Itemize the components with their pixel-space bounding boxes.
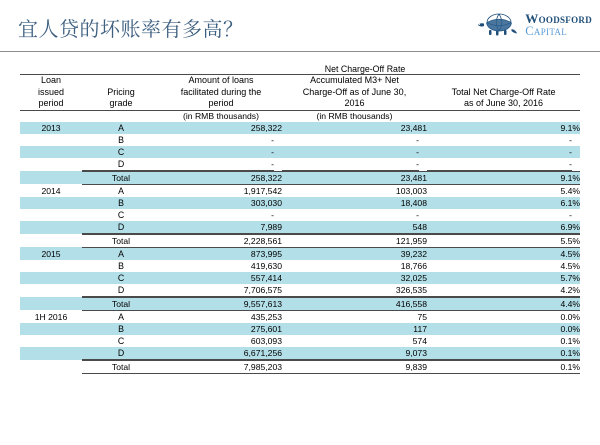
table-total-row	[20, 234, 580, 247]
cell-accumulated-m3: 9,073	[282, 347, 427, 361]
col-header-line: Total Net Charge-Off Rate	[451, 86, 556, 97]
cell-total-rate: 5.4%	[560, 185, 581, 196]
cell-pricing-grade: C	[117, 335, 125, 346]
brand-text	[525, 12, 592, 38]
cell-loan-issued-period	[20, 197, 82, 209]
cell-total-rate: 4.4%	[427, 297, 580, 310]
cell-loan-issued-period: 2015	[20, 247, 82, 260]
cell-amount-facilitated: 7,989	[160, 221, 282, 235]
cell-total-accumulated-m3: 121,959	[282, 234, 427, 247]
cell-loan-issued-period	[20, 221, 82, 235]
cell-amount-facilitated: 303,030	[160, 197, 282, 209]
cell-pricing-grade: D	[82, 221, 160, 235]
table-row	[20, 323, 580, 335]
cell-accumulated-m3: 326,535	[282, 284, 427, 298]
header-divider	[0, 51, 600, 52]
cell-accumulated-m3: 18,766	[400, 260, 427, 271]
cell-loan-issued-period	[20, 272, 82, 284]
cell-pricing-grade: A	[82, 122, 160, 134]
cell-total-rate: 4.5%	[427, 247, 580, 260]
unit-total-rate	[427, 110, 580, 122]
cell-total-rate: 4.2%	[427, 284, 580, 298]
cell-total-rate: 0.1%	[560, 335, 581, 346]
table-span-header-row	[20, 64, 580, 75]
cell-pricing-grade: A	[118, 185, 124, 196]
cell-total-rate: 9.1%	[427, 122, 580, 134]
cell-total-rate: -	[427, 158, 580, 172]
cell-total-rate: -	[427, 146, 580, 158]
cell-accumulated-m3: 117	[282, 323, 427, 335]
cell-accumulated-m3: 18,408	[282, 197, 427, 209]
brand-subname: Capital	[525, 24, 568, 39]
net-charge-off-table	[20, 64, 580, 374]
table-row	[20, 122, 580, 134]
cell-pricing-grade: A	[118, 311, 124, 322]
cell-loan-issued-period	[20, 158, 82, 172]
table-body	[20, 122, 580, 374]
cell-pricing-grade: D	[82, 284, 160, 298]
unit-empty-2	[82, 110, 160, 122]
cell-pricing-grade: D	[82, 158, 160, 172]
cell-loan-issued-period	[20, 284, 82, 298]
cell-pricing-grade: B	[82, 197, 160, 209]
cell-accumulated-m3: 75	[417, 311, 427, 322]
cell-amount-facilitated: 557,414	[160, 272, 282, 284]
cell-total-accumulated-m3: 416,558	[282, 297, 427, 310]
cell-total-accumulated-m3: 23,481	[282, 171, 427, 184]
table-row	[20, 209, 580, 221]
table-total-row	[20, 360, 580, 373]
cell-total-rate: 9.1%	[427, 171, 580, 184]
cell-accumulated-m3: -	[416, 134, 419, 145]
cell-amount-facilitated: -	[271, 134, 274, 145]
table-row	[20, 184, 580, 197]
col-header-line: facilitated during the	[180, 86, 262, 97]
cell-accumulated-m3: 23,481	[282, 122, 427, 134]
cell-total-rate: 4.5%	[560, 260, 581, 271]
table-unit-row	[20, 110, 580, 122]
page-title: 宜人贷的坏账率有多高？	[18, 19, 244, 41]
cell-loan-issued-period	[20, 347, 82, 361]
cell-pricing-grade: B	[118, 134, 124, 145]
cell-loan-issued-period: 1H 2016	[34, 311, 68, 322]
cell-accumulated-m3: 548	[282, 221, 427, 235]
cell-total-amount-facilitated: 258,322	[160, 171, 282, 184]
table-total-row	[20, 171, 580, 184]
table-row	[20, 247, 580, 260]
cell-amount-facilitated: 6,671,256	[160, 347, 282, 361]
cell-total-period-blank	[20, 360, 82, 373]
col-header-amount-facilitated	[160, 75, 282, 111]
col-header-line: 2016	[344, 98, 365, 108]
cell-total-accumulated-m3: 9,839	[282, 360, 427, 373]
cell-accumulated-m3: -	[416, 209, 419, 220]
col-header-line: Loan	[40, 75, 62, 85]
cell-loan-issued-period	[20, 134, 82, 146]
table-head	[20, 64, 580, 122]
cell-total-label: Total	[82, 297, 160, 310]
cell-amount-facilitated: 435,253	[250, 311, 282, 322]
cell-pricing-grade: A	[82, 247, 160, 260]
cell-total-label: Total	[82, 234, 160, 247]
col-header-total-rate	[427, 75, 580, 111]
table-row	[20, 260, 580, 272]
table-row	[20, 310, 580, 323]
cell-pricing-grade: C	[82, 272, 160, 284]
col-header-line: Accumulated M3+ Net	[310, 75, 399, 85]
brand-name: Woodsford	[525, 11, 592, 26]
table-row	[20, 272, 580, 284]
table-row	[20, 146, 580, 158]
cell-amount-facilitated: 258,322	[160, 122, 282, 134]
cell-pricing-grade: C	[117, 209, 125, 220]
col-header-loan-issued-period	[20, 75, 82, 111]
cell-total-rate: 0.1%	[427, 347, 580, 361]
cell-amount-facilitated: -	[271, 209, 274, 220]
unit-empty-1	[20, 110, 82, 122]
col-header-line: grade	[109, 98, 133, 108]
table-row	[20, 335, 580, 347]
cell-amount-facilitated: 7,706,575	[160, 284, 282, 298]
cell-total-period-blank	[20, 171, 82, 184]
cell-accumulated-m3: 574	[412, 335, 427, 346]
cell-loan-issued-period	[20, 335, 82, 347]
cell-amount-facilitated: -	[160, 146, 282, 158]
table-row	[20, 284, 580, 298]
col-header-line: Amount of loans	[188, 75, 254, 85]
slide-header	[0, 0, 600, 52]
col-header-line: period	[38, 98, 64, 108]
cell-pricing-grade: B	[118, 260, 124, 271]
table-row	[20, 134, 580, 146]
col-header-line: as of June 30, 2016	[463, 98, 544, 108]
cell-total-rate: 0.0%	[560, 311, 581, 322]
cell-total-rate: 0.0%	[427, 323, 580, 335]
cell-loan-issued-period	[20, 260, 82, 272]
cell-pricing-grade: B	[82, 323, 160, 335]
cell-amount-facilitated: -	[160, 158, 282, 172]
cell-amount-facilitated: 419,630	[250, 260, 282, 271]
cell-total-rate: 6.9%	[427, 221, 580, 235]
cell-amount-facilitated: 603,093	[250, 335, 282, 346]
col-header-line: Charge-Off as of June 30,	[302, 86, 407, 97]
cell-accumulated-m3: -	[282, 158, 427, 172]
span-header-cell	[20, 64, 580, 75]
cell-total-rate: 5.7%	[427, 272, 580, 284]
turtle-globe-logo-icon	[476, 10, 520, 40]
cell-amount-facilitated: 1,917,542	[243, 185, 282, 196]
unit-accumulated-m3: (in RMB thousands)	[316, 110, 393, 121]
cell-accumulated-m3: 39,232	[282, 247, 427, 260]
col-header-line: issued	[37, 86, 64, 97]
table-total-row	[20, 297, 580, 310]
cell-loan-issued-period	[20, 323, 82, 335]
cell-amount-facilitated: 873,995	[160, 247, 282, 260]
table-header-row	[20, 75, 580, 111]
cell-total-rate: 0.1%	[427, 360, 580, 373]
cell-total-amount-facilitated: 7,985,203	[160, 360, 282, 373]
table-row	[20, 158, 580, 172]
table-row	[20, 197, 580, 209]
col-header-line: period	[208, 98, 234, 108]
cell-loan-issued-period	[20, 209, 82, 221]
cell-loan-issued-period: 2014	[41, 185, 61, 196]
cell-accumulated-m3: 32,025	[282, 272, 427, 284]
cell-total-rate: 5.5%	[427, 234, 580, 247]
cell-amount-facilitated: 275,601	[160, 323, 282, 335]
cell-loan-issued-period: 2013	[20, 122, 82, 134]
col-header-accumulated-m3	[282, 75, 427, 111]
cell-loan-issued-period	[20, 146, 82, 158]
col-header-pricing-grade	[82, 75, 160, 111]
col-header-line: Pricing	[107, 86, 135, 97]
table-row	[20, 347, 580, 361]
cell-accumulated-m3: 103,003	[395, 185, 427, 196]
span-header-label: Net Charge-Off Rate	[324, 64, 406, 74]
cell-total-rate: 6.1%	[427, 197, 580, 209]
cell-total-period-blank	[20, 297, 82, 310]
brand-logo	[476, 10, 592, 40]
cell-total-amount-facilitated: 2,228,561	[160, 234, 282, 247]
cell-total-period-blank	[20, 234, 82, 247]
cell-total-rate: -	[569, 134, 573, 145]
cell-pricing-grade: C	[82, 146, 160, 158]
unit-amount-facilitated: (in RMB thousands)	[183, 110, 259, 121]
cell-total-label: Total	[82, 171, 160, 184]
cell-total-rate: -	[569, 209, 573, 220]
table-row	[20, 221, 580, 235]
cell-total-amount-facilitated: 9,557,613	[160, 297, 282, 310]
cell-pricing-grade: D	[82, 347, 160, 361]
net-charge-off-table-wrapper	[20, 64, 580, 374]
cell-accumulated-m3: -	[282, 146, 427, 158]
cell-total-label: Total	[82, 360, 160, 373]
